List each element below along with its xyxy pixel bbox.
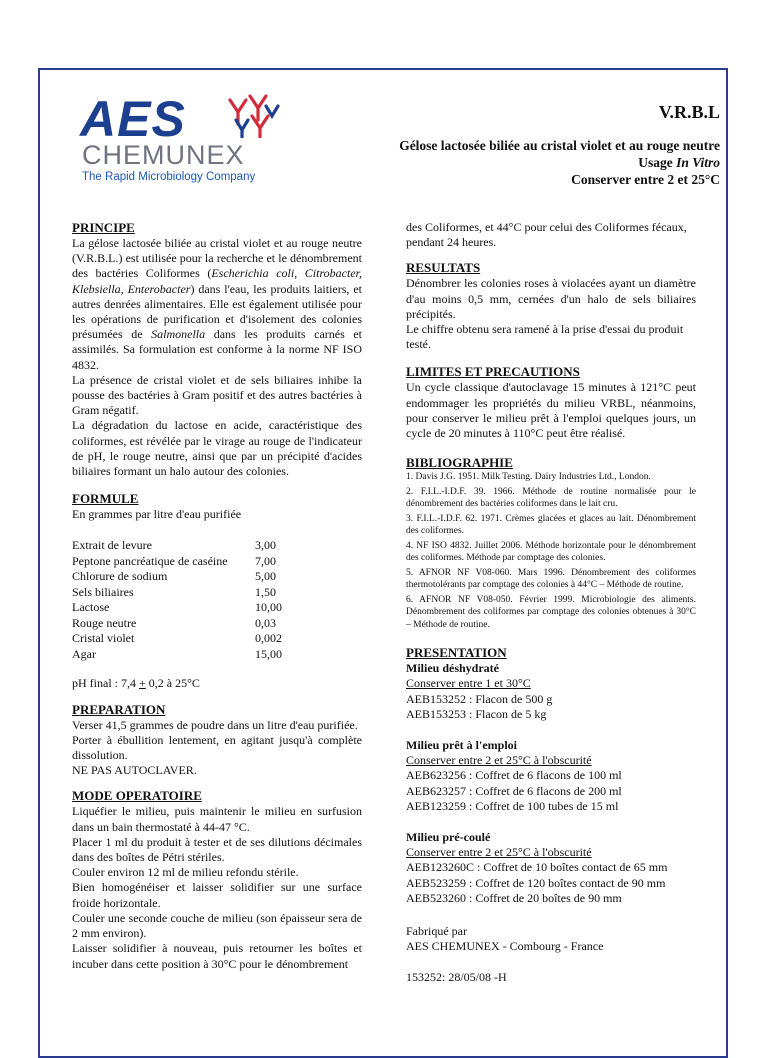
document-header	[399, 102, 720, 188]
bibliography-item: 3. F.I.L.-I.D.F. 62. 1971. Crèmes glacées et glaces au lait. Dénombrement des coliformes.	[406, 513, 696, 537]
ingredient-name: Rouge neutre	[72, 615, 137, 630]
ingredient-qty: 0,03	[255, 615, 276, 630]
formule-intro: En grammes par litre d'eau purifiée	[72, 507, 242, 522]
limites-heading: LIMITES ET PRECAUTIONS	[406, 364, 580, 380]
ingredient-qty: 3,00	[255, 538, 276, 553]
mode-line-5: Couler une seconde couche de milieu (son épaisseur sera de 2 mm environ).	[72, 910, 362, 941]
table-row	[72, 554, 282, 570]
mode-heading: MODE OPERATOIRE	[72, 788, 202, 804]
ingredient-name: Sels biliaires	[72, 584, 134, 599]
table-row	[72, 616, 282, 632]
logo-brand: AES	[80, 91, 186, 147]
ingredient-name: Cristal violet	[72, 631, 135, 646]
principe-paragraph-1	[72, 236, 362, 373]
document-reference: 153252: 28/05/08 -H	[406, 970, 507, 985]
bibliographie-heading: BIBLIOGRAPHIE	[406, 455, 513, 471]
ingredient-qty: 0,002	[255, 631, 282, 646]
limites-paragraph: Un cycle classique d'autoclavage 15 minutes à 121°C peut endommager les propriétés du milieu VRBL, néanmoins, pour conserver le milieu prêt à l'emploi quelques jours, un cycle de 20 minutes à 110°C peut être réalisé.	[406, 380, 696, 441]
group-storage: Conserver entre 2 et 25°C à l'obscurité	[406, 845, 592, 860]
mode-continuation: des Coliformes, et 44°C pour celui des Coliformes fécaux, pendant 24 heures.	[406, 220, 687, 250]
table-row	[72, 600, 282, 616]
list-item: AEB523260 : Coffret de 20 boîtes de 90 mm	[406, 890, 622, 905]
ph-text-b: 0,2 à 25°C	[145, 676, 200, 691]
presentation-group	[406, 738, 696, 814]
made-by-label: Fabriqué par	[406, 924, 467, 939]
table-row	[72, 585, 282, 601]
list-item: AEB153253 : Flacon de 5 kg	[406, 706, 547, 721]
ingredient-name: Lactose	[72, 600, 110, 615]
ingredient-qty: 10,00	[255, 600, 282, 615]
usage-line	[399, 154, 720, 171]
group-storage: Conserver entre 1 et 30°C	[406, 676, 531, 691]
group-storage: Conserver entre 2 et 25°C à l'obscurité	[406, 753, 592, 768]
bibliography-item: 4. NF ISO 4832. Juillet 2006. Méthode horizontale pour le dénombrement des coliformes. Méthode par comptage des colonies.	[406, 540, 696, 564]
preparation-line-1: Verser 41,5 grammes de poudre dans un litre d'eau purifiée.	[72, 717, 358, 732]
bibliography-item: 2. F.I.L.-I.D.F. 39. 1966. Méthode de routine normalisée pour le dénombrement des bactéries coliformes dans le lait cru.	[406, 486, 696, 510]
presentation-heading: PRESENTATION	[406, 645, 507, 661]
ingredient-qty: 1,50	[255, 584, 276, 599]
ph-text-a: pH final : 7,4	[72, 676, 139, 691]
mode-line-6: Laisser solidifier à nouveau, puis retourner les boîtes et incuber dans cette position à 30°C pour le dénombrement	[72, 941, 362, 971]
left-column	[72, 220, 362, 972]
list-item: AEB153252 : Flacon de 500 g	[406, 691, 553, 706]
resultats-line-1: Dénombrer les colonies roses à violacées ayant un diamètre d'au moins 0,5 mm, cernées d'un halo de sels biliaires précipités.	[406, 276, 696, 321]
manufacturer: AES CHEMUNEX - Combourg - France	[406, 939, 604, 954]
presentation-group	[406, 830, 696, 906]
principe-heading: PRINCIPE	[72, 220, 135, 235]
bibliography-item: 1. Davis J.G. 1951. Milk Testing. Dairy Industries Ltd., London.	[406, 472, 651, 483]
formula-table	[72, 538, 282, 662]
ingredient-qty: 15,00	[255, 646, 282, 661]
mode-line-4: Bien homogénéiser et laisser solidifier sur une surface froide horizontale.	[72, 880, 362, 910]
product-code: V.R.B.L	[658, 102, 720, 122]
list-item: AEB523259 : Coffret de 120 boîtes contact de 90 mm	[406, 875, 666, 890]
resultats-heading: RESULTATS	[406, 260, 481, 276]
salmonella-name: Salmonella	[151, 327, 206, 342]
usage-value: In Vitro	[676, 155, 720, 170]
ingredient-name: Peptone pancréatique de caséine	[72, 553, 228, 568]
mode-line-3: Couler environ 12 ml de milieu refondu stérile.	[72, 865, 299, 880]
right-column	[406, 220, 696, 986]
ph-final	[72, 676, 362, 691]
company-logo	[80, 92, 280, 192]
mode-line-2: Placer 1 ml du produit à tester et de ses dilutions décimales dans des boîtes de Pétri stériles.	[72, 834, 362, 865]
list-item: AEB623257 : Coffret de 6 flacons de 200 ml	[406, 783, 622, 798]
storage-line: Conserver entre 2 et 25°C	[571, 172, 720, 187]
presentation-group	[406, 661, 696, 722]
resultats-line-2: Le chiffre obtenu sera ramené à la prise d'essai du produit testé.	[406, 322, 684, 352]
table-row	[72, 631, 282, 647]
principe-text-b: ) dans l'eau, les produits laitiers, et autres denrées alimentaires. Elle est également utilisée pour les opérations de purification et d'isolement des colonies présumées de	[72, 281, 362, 342]
ingredient-qty: 7,00	[255, 553, 276, 568]
preparation-line-2: Porter à ébullition lentement, en agitant jusqu'à complète dissolution.	[72, 732, 362, 763]
preparation-heading: PREPARATION	[72, 701, 166, 717]
group-title: Milieu prêt à l'emploi	[406, 738, 517, 753]
principe-text-c: dans les produits carnés et assimilés. Sa formulation est conforme à la norme NF ISO 4832.	[72, 327, 362, 372]
usage-prefix: Usage	[638, 155, 673, 170]
logo-company: CHEMUNEX	[82, 140, 245, 170]
principe-paragraph-3: La dégradation du lactose en acide, caractéristique des coliformes, est révélée par le virage au rouge de l'indicateur de pH, le rouge neutre, ainsi que par un précipité d'acides biliaires formant un halo autour des colonies.	[72, 418, 362, 479]
ingredient-qty: 5,00	[255, 569, 276, 584]
mode-line-1: Liquéfier le milieu, puis maintenir le milieu en surfusion dans un bain thermostaté à 44-47 °C.	[72, 804, 362, 834]
principe-paragraph-2: La présence de cristal violet et de sels biliaires inhibe la pousse des bactéries à Gram positif et des autres bactéries à Gram négatif.	[72, 372, 362, 418]
list-item: AEB123260C : Coffret de 10 boîtes contact de 65 mm	[406, 860, 668, 875]
antibody-logo-icon	[222, 94, 280, 138]
table-row	[72, 569, 282, 585]
product-title: Gélose lactosée biliée au cristal violet et au rouge neutre	[399, 138, 720, 153]
ingredient-name: Chlorure de sodium	[72, 569, 168, 584]
species-list: Escherichia coli, Citrobacter, Klebsiella, Enterobacter	[72, 266, 362, 296]
logo-tagline: The Rapid Microbiology Company	[82, 171, 256, 183]
principe-text-a: La gélose lactosée biliée au cristal violet et au rouge neutre (V.R.B.L.) est utilisée pour la recherche et le dénombrement des bactéries Coliformes (	[72, 236, 362, 281]
table-row	[72, 538, 282, 554]
preparation-line-3: NE PAS AUTOCLAVER.	[72, 763, 197, 778]
formule-heading: FORMULE	[72, 491, 139, 507]
ingredient-name: Agar	[72, 646, 96, 661]
list-item: AEB123259 : Coffret de 100 tubes de 15 ml	[406, 798, 619, 813]
ingredient-name: Extrait de levure	[72, 538, 152, 553]
bibliography-item: 6. AFNOR NF V08-050. Février 1999. Microbiologie des aliments. Dénombrement des coliformes par comptage des colonies obtenues à 30°C – Méthode de routine.	[406, 594, 696, 630]
group-title: Milieu déshydraté	[406, 661, 499, 676]
bibliography-list	[406, 471, 696, 631]
bibliography-item: 5. AFNOR NF V08-060. Mars 1996. Dénombrement des coliformes thermotolérants par comptage des colonies à 44°C – Méthode de routine.	[406, 567, 696, 591]
table-row	[72, 647, 282, 663]
group-title: Milieu pré-coulé	[406, 830, 491, 845]
list-item: AEB623256 : Coffret de 6 flacons de 100 ml	[406, 768, 622, 783]
ph-plusminus: +	[139, 676, 146, 691]
